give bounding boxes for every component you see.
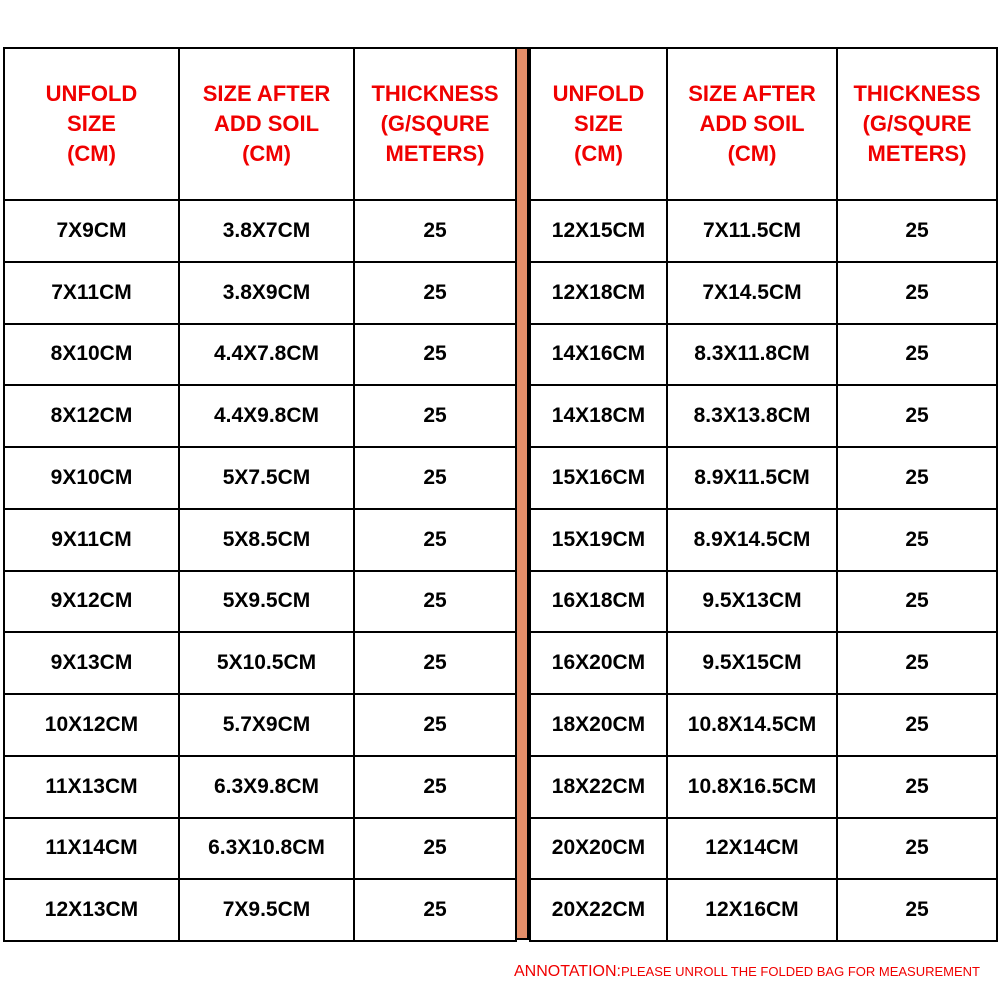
thickness-cell: 25	[837, 385, 997, 447]
table-row	[4, 632, 516, 694]
soil-size-cell: 4.4X9.8CM	[179, 385, 354, 447]
table-row	[4, 200, 516, 262]
table-row	[530, 509, 997, 571]
soil-size-cell: 5X8.5CM	[179, 509, 354, 571]
table-row	[530, 571, 997, 633]
thickness-cell: 25	[354, 818, 516, 880]
table-row	[4, 571, 516, 633]
annotation-text: PLEASE UNROLL THE FOLDED BAG FOR MEASUREMENT	[620, 964, 980, 979]
table-row	[530, 879, 997, 941]
thickness-cell: 25	[837, 262, 997, 324]
soil-size-cell: 6.3X10.8CM	[179, 818, 354, 880]
soil-size-cell: 5X9.5CM	[179, 571, 354, 633]
thickness-cell: 25	[354, 200, 516, 262]
unfold-size-cell: 11X13CM	[4, 756, 179, 818]
annotation-label: ANNOTATION:	[514, 963, 621, 980]
unfold-size-cell: 18X20CM	[530, 694, 667, 756]
soil-size-cell: 9.5X15CM	[667, 632, 837, 694]
thickness-cell: 25	[837, 818, 997, 880]
unfold-size-cell: 8X10CM	[4, 324, 179, 386]
soil-size-cell: 12X14CM	[667, 818, 837, 880]
soil-size-cell: 6.3X9.8CM	[179, 756, 354, 818]
soil-size-cell: 7X11.5CM	[667, 200, 837, 262]
soil-size-cell: 12X16CM	[667, 879, 837, 941]
table-row	[4, 818, 516, 880]
unfold-size-cell: 8X12CM	[4, 385, 179, 447]
table-row	[530, 632, 997, 694]
table-row	[530, 818, 997, 880]
soil-size-cell: 7X14.5CM	[667, 262, 837, 324]
column-divider	[515, 47, 529, 940]
thickness-cell: 25	[837, 200, 997, 262]
size-table-left	[3, 47, 515, 940]
header-unfold-size: UNFOLD SIZE (CM)	[530, 48, 667, 200]
soil-size-cell: 5X10.5CM	[179, 632, 354, 694]
thickness-cell: 25	[354, 879, 516, 941]
soil-size-cell: 10.8X14.5CM	[667, 694, 837, 756]
thickness-cell: 25	[837, 509, 997, 571]
unfold-size-cell: 11X14CM	[4, 818, 179, 880]
unfold-size-cell: 12X18CM	[530, 262, 667, 324]
soil-size-cell: 3.8X7CM	[179, 200, 354, 262]
thickness-cell: 25	[354, 385, 516, 447]
unfold-size-cell: 16X20CM	[530, 632, 667, 694]
thickness-cell: 25	[354, 756, 516, 818]
table-row	[4, 324, 516, 386]
soil-size-cell: 7X9.5CM	[179, 879, 354, 941]
size-table	[3, 47, 996, 940]
thickness-cell: 25	[354, 632, 516, 694]
table-row	[4, 879, 516, 941]
header-thickness: THICKNESS (G/SQURE METERS)	[837, 48, 997, 200]
unfold-size-cell: 18X22CM	[530, 756, 667, 818]
soil-size-cell: 3.8X9CM	[179, 262, 354, 324]
unfold-size-cell: 16X18CM	[530, 571, 667, 633]
thickness-cell: 25	[837, 447, 997, 509]
header-row	[4, 48, 516, 200]
thickness-cell: 25	[354, 694, 516, 756]
thickness-cell: 25	[837, 879, 997, 941]
unfold-size-cell: 12X15CM	[530, 200, 667, 262]
soil-size-cell: 5.7X9CM	[179, 694, 354, 756]
soil-size-cell: 10.8X16.5CM	[667, 756, 837, 818]
unfold-size-cell: 15X16CM	[530, 447, 667, 509]
header-row	[530, 48, 997, 200]
unfold-size-cell: 20X20CM	[530, 818, 667, 880]
thickness-cell: 25	[837, 694, 997, 756]
unfold-size-cell: 14X16CM	[530, 324, 667, 386]
unfold-size-cell: 10X12CM	[4, 694, 179, 756]
table-row	[4, 385, 516, 447]
thickness-cell: 25	[837, 632, 997, 694]
unfold-size-cell: 12X13CM	[4, 879, 179, 941]
thickness-cell: 25	[837, 324, 997, 386]
size-table-left-grid	[3, 47, 517, 942]
unfold-size-cell: 20X22CM	[530, 879, 667, 941]
size-table-right	[529, 47, 996, 940]
table-row	[530, 694, 997, 756]
thickness-cell: 25	[354, 324, 516, 386]
soil-size-cell: 8.9X11.5CM	[667, 447, 837, 509]
size-table-right-grid	[529, 47, 998, 942]
table-row	[530, 385, 997, 447]
soil-size-cell: 4.4X7.8CM	[179, 324, 354, 386]
measurement-annotation	[514, 963, 980, 981]
header-thickness: THICKNESS (G/SQURE METERS)	[354, 48, 516, 200]
table-row	[4, 756, 516, 818]
unfold-size-cell: 9X10CM	[4, 447, 179, 509]
header-size-after-soil: SIZE AFTER ADD SOIL (CM)	[667, 48, 837, 200]
thickness-cell: 25	[354, 447, 516, 509]
thickness-cell: 25	[837, 756, 997, 818]
thickness-cell: 25	[837, 571, 997, 633]
thickness-cell: 25	[354, 262, 516, 324]
soil-size-cell: 8.9X14.5CM	[667, 509, 837, 571]
table-row	[4, 694, 516, 756]
soil-size-cell: 9.5X13CM	[667, 571, 837, 633]
header-unfold-size: UNFOLD SIZE (CM)	[4, 48, 179, 200]
table-row	[4, 509, 516, 571]
thickness-cell: 25	[354, 571, 516, 633]
unfold-size-cell: 9X13CM	[4, 632, 179, 694]
table-row	[530, 262, 997, 324]
soil-size-cell: 8.3X11.8CM	[667, 324, 837, 386]
table-row	[4, 447, 516, 509]
thickness-cell: 25	[354, 509, 516, 571]
header-size-after-soil: SIZE AFTER ADD SOIL (CM)	[179, 48, 354, 200]
table-row	[530, 324, 997, 386]
soil-size-cell: 8.3X13.8CM	[667, 385, 837, 447]
table-row	[530, 200, 997, 262]
soil-size-cell: 5X7.5CM	[179, 447, 354, 509]
unfold-size-cell: 7X11CM	[4, 262, 179, 324]
unfold-size-cell: 9X12CM	[4, 571, 179, 633]
table-row	[530, 756, 997, 818]
table-row	[530, 447, 997, 509]
unfold-size-cell: 7X9CM	[4, 200, 179, 262]
unfold-size-cell: 15X19CM	[530, 509, 667, 571]
unfold-size-cell: 14X18CM	[530, 385, 667, 447]
table-row	[4, 262, 516, 324]
unfold-size-cell: 9X11CM	[4, 509, 179, 571]
